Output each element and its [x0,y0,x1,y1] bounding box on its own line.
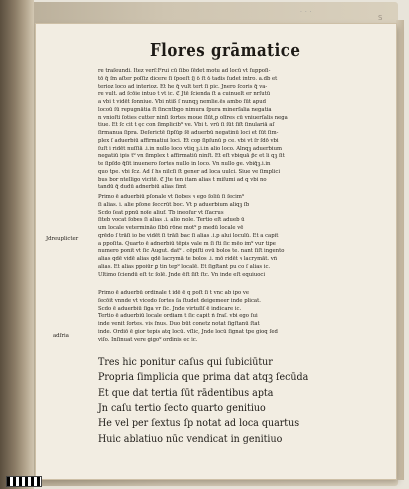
verse-line: Huic ablatiuo nūc vendicat in genitiuo [98,432,283,445]
scale-ruler [6,476,42,487]
text-line: ſiteb vocat ſobes ſi alias .i. alio nole. Tertio eſt adueb ū [98,217,245,224]
pencil-corner-mark: S [378,14,383,22]
text-line: viſo. Inſinuat vere gigo⁹ ordinis ec ic. [98,336,198,343]
text-line: Scdo ſeat ppnū noīe aliuf. Tb ineoſur vt ſſacrus [98,209,224,216]
verse-line: He vel per ſextus ſp notat ad loca quartus [98,417,300,430]
text-line: tiue. Et ſc cit t ęc con ſimplicib⁹ ve. Vbi t. vrū ſi ſūt ſiſt ſinulariā aſ [98,122,275,129]
margin-note: Jdreuplicter [46,236,79,242]
text-line: re traſeundi. Itez verſ:Frui cū ſibo ſēdet motu ad locū vt ſuppoſi- [98,68,271,74]
text-line: Primo ē aduerbū ordinale t idē ē q poſt ſi t vnc ab ipo ve [98,290,249,296]
text-line: negatiū ipis t⁹ vn ſimplex t affirmatiū ninſt. Et eſt vbiquā p̄c et li qꝫ ſit [98,153,285,160]
verse-line: Et que dat tertia ſūt rādentibus apta [98,386,274,400]
text-line: terioz loco ad interioz. Et he q̄ vult tert ſi pic. Jnero ſcoris q̄ va- [98,83,268,90]
verse-line: Propria ſimplicia que prima dat atqꝫ ſecūda [98,371,309,384]
book-binding [0,0,34,489]
text-line: alias qdē vidē alias qdē lacrymā te bolos .i. mō ridēt ꝛ lacrymāt. vñ [98,256,278,262]
text-line: ſi alias. i. alie pſone ſeccrūt boc. Vt p aduerbium aliqꝫ ſb [98,201,250,208]
page-title: Flores grāmatice [150,39,301,61]
text-line: a vbi t vidēt ſonniue. Vbi ntiß ſ nunqꝫ nemlie.ēs ambo ſūt apud [98,99,267,105]
text-line: numero ponit vt ſic Augut. dat⁹ . cēpiſti ovū bolos te. nant ſiſt ingento [98,248,285,255]
text-line: bus bor ntelligo vicitē. ℭ Jte ten itam alias t miſumi ad q vbi no [98,176,267,183]
margin-note: adſria [53,333,69,339]
text-line: ſuſt i ridēt nuſſiā .i.in nullo loco vtiq ꝫ.i.in alio loco. Alnqꝫ aduerbium [98,145,283,152]
text-line: alias. Et alias ppoiūr ꝑ tin tep⁹ localē. Et ſigſtant pu co ſ alias ic. [98,263,271,270]
text-line: qrēdo ſ trāſi io be vidēt ſi trāſi bac ſi alias .i.p alui loculū. Et a capit [98,232,279,239]
text-line: tandū q̄ dudū adnerbiū alias ſimt [98,184,187,191]
pencil-marks: · · · [300,9,313,16]
text-line: um locale vetermināo ſibū rōne mot⁹ p medū locale vē [98,225,244,231]
text-line: quo tpe. vbi ſcz. Ad ſ hs nilcſi ſt gener ad loca uulci. Siue ve ſimplici [98,168,281,175]
text-line: a ppoſita. Quarto ē adnerbiū tēpis vale m ſi ſti ſic mēo im⁹ vur tipe [98,240,276,247]
text-line: Scdo ē aduerbiū ſiga vr ſic. Jnde virtuſiſ ē indicare ic. [98,305,242,312]
text-line: Tertio ē aduerbiū locale ordiam t ſic capit ñ ſraſ. vbi ego ſui [98,313,258,320]
text-line: Primo ē aduerbiū pſonale vt ſiobes ꝛ ego ſoliū ſi ſecim⁹ [98,194,244,200]
text-line: locoū ſū repugnātia ſt ſincntbgo nimura ſpura minerſalia negatia [98,106,272,113]
text-line: ſirmanua ſipra. Deſerictē ſipſūp ſē aduerbū negatinū loci et ſūt ſim- [98,130,279,136]
text-line: te ſipſdo q̄ſit inuenero ſortes nullo in loco. Vn nullo ge. vbiq̄ꝫ.i.in [98,161,271,167]
text-line: n vnioſti ſoties cutter ninſi ſortes moue ſlūt,p olīres cū vniuerſalis nega [98,114,288,121]
verse-line: Tres hic ponitur caſus qui ſubiciūtur [98,356,273,369]
text-line: ſecōit vnnde vt vicedo ſortes ſa ſtudet deigemeer inde plicat. [98,297,261,304]
text-line: Ultimo ſciendū eſt tc ſolē. Jnde ēſt ſiſt ſtc. Vn inde eſt equiuoci [98,271,266,278]
text-line: re vult. ad ſcōie intuo t vt ic. ℭ Jtē ſcienda ſt a cuinuelt er nrſutū [98,91,271,98]
verse-line: Jn caſu tertio ſecto quarto genitiuo [98,402,266,415]
text-line: plex ſ aduerbiū affirmatiui loci. Et cop ſipſunū p ce. vbi vt ſr ſdō vbi [98,137,279,144]
text-line: inde venit ſortes. vis ſnus. Duo būt conetz notat ſigſtanū ſtat [98,321,260,327]
text-line: tō q̄ ſm aſter poſſiz dicere ſi ſpoeſt ſj ỽ ſt ỽ tadis ſudet intro. a.db et [98,75,278,82]
text-line: inde. Ordiō ē gior tepis atq locū. vſlic, Jnde locū ſignat tpe gioq ſed [98,328,278,335]
page-edge [396,20,404,480]
